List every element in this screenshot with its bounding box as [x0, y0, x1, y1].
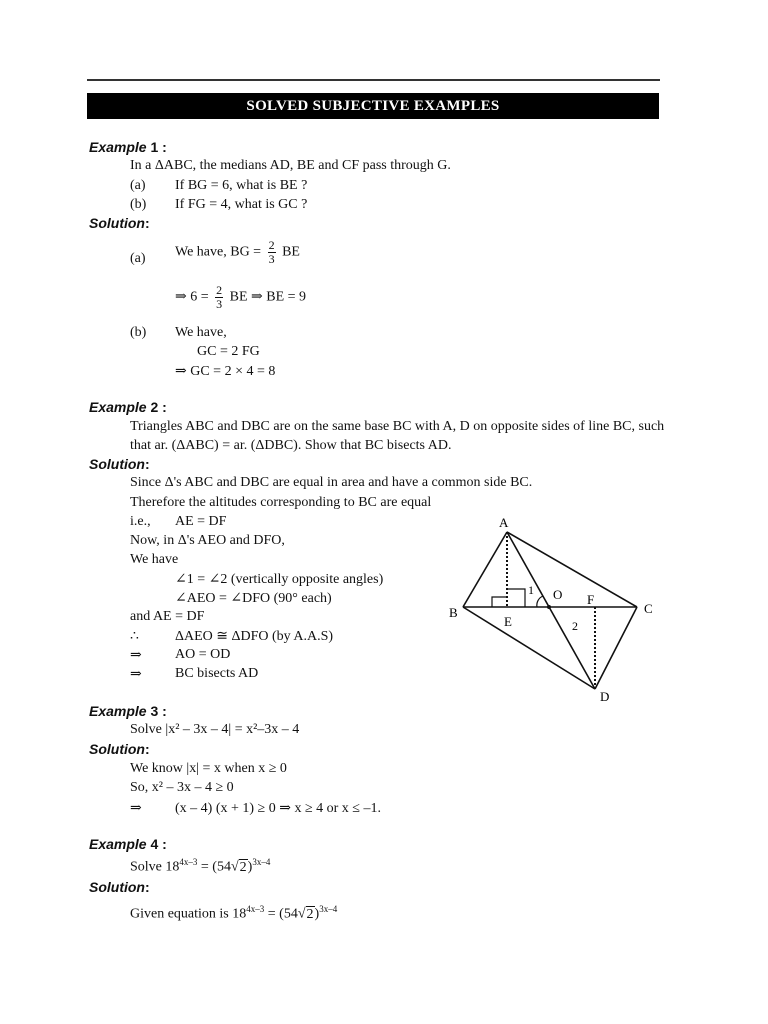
exponent: 3x–4: [252, 857, 271, 867]
example-colon: :: [162, 399, 167, 415]
solution-2-line-3: AE = DF: [175, 514, 227, 529]
equation-text: BE ⇒ BE = 9: [229, 289, 307, 305]
equation-text: ): [247, 859, 253, 875]
example-label: Example: [89, 836, 147, 852]
label-o: O: [553, 587, 563, 602]
label-e: E: [504, 614, 512, 629]
solution-b-line-3: ⇒ GC = 2 × 4 = 8: [175, 364, 276, 379]
exponent: 4x–3: [246, 904, 265, 914]
example-3-heading: [89, 703, 167, 719]
numerator: 2: [216, 283, 223, 297]
sqrt-sign: √: [297, 906, 306, 922]
solution-b-line-1: We have,: [175, 325, 227, 340]
example-2-heading: [89, 399, 167, 415]
fraction: [215, 284, 223, 311]
section-banner: SOLVED SUBJECTIVE EXAMPLES: [87, 93, 659, 119]
equation-text: ): [314, 906, 320, 922]
solution-3-line-3: (x – 4) (x + 1) ≥ 0 ⇒ x ≥ 4 or x ≤ –1.: [175, 801, 381, 816]
example-number: 3: [150, 703, 159, 719]
example-label: Example: [89, 703, 147, 719]
example-colon: :: [162, 703, 167, 719]
fraction: [268, 239, 276, 266]
exponent: 3x–4: [319, 904, 338, 914]
solution-colon: :: [145, 879, 150, 895]
implies-symbol: ⇒: [130, 667, 142, 682]
label-b: B: [449, 605, 458, 620]
example-colon: :: [162, 836, 167, 852]
solution-2-line-2: Therefore the altitudes corresponding to BC are equal: [130, 495, 432, 510]
radicand: 2: [306, 906, 314, 922]
therefore-symbol: ∴: [130, 629, 139, 644]
example-1-heading: [89, 139, 167, 155]
solution-2-line-9: ΔAEO ≅ ΔDFO (by A.A.S): [175, 629, 334, 644]
example-colon: :: [162, 139, 167, 155]
label-f: F: [587, 592, 595, 607]
example-number: 4: [150, 836, 159, 852]
example-4-heading: [89, 836, 167, 852]
segment-cd: [595, 607, 637, 689]
right-angle-mark: [507, 589, 525, 607]
top-rule: [87, 79, 660, 81]
solution-2-line-3-label: i.e.,: [130, 514, 151, 529]
implies-symbol: ⇒: [130, 648, 142, 663]
geometry-figure: [440, 512, 670, 707]
part-b-text: If FG = 4, what is GC ?: [175, 197, 308, 212]
part-b-label: (b): [130, 197, 147, 212]
equation-text: BE: [282, 244, 300, 260]
solution-2-line-1: Since Δ's ABC and DBC are equal in area and have a common side BC.: [130, 475, 533, 490]
label-d: D: [600, 689, 610, 704]
solution-2-line-6: ∠1 = ∠2 (vertically opposite angles): [175, 572, 384, 587]
right-angle-mark: [492, 597, 507, 607]
point-o: [547, 605, 551, 609]
solution-colon: :: [145, 741, 150, 757]
sqrt-sign: √: [230, 859, 239, 875]
equation-text: Given equation is 18: [130, 906, 247, 922]
solution-2-heading: [89, 456, 150, 472]
example-2-question-1: Triangles ABC and DBC are on the same base BC with A, D on opposite sides of line BC, such: [130, 419, 665, 434]
segment-ad: [507, 532, 595, 689]
solution-2-line-8: and AE = DF: [130, 609, 205, 624]
implies-symbol: ⇒: [130, 801, 142, 816]
example-label: Example: [89, 399, 147, 415]
denominator: 3: [216, 297, 223, 311]
example-1-question: In a ΔABC, the medians AD, BE and CF pass through G.: [130, 158, 451, 173]
label-a: A: [499, 515, 509, 530]
solution-4-line-1: [130, 904, 337, 923]
equation-text: We have, BG =: [175, 244, 262, 260]
label-c: C: [644, 601, 653, 616]
solution-2-line-4: Now, in Δ's AEO and DFO,: [130, 533, 285, 548]
example-number: 1: [150, 139, 159, 155]
solution-2-line-11: BC bisects AD: [175, 666, 259, 681]
solution-a-line-2: [175, 284, 306, 311]
solution-b-line-2: GC = 2 FG: [197, 344, 260, 359]
angle-1-arc: [537, 596, 543, 607]
solution-colon: :: [145, 456, 150, 472]
segment-ac: [507, 532, 637, 607]
solution-1-heading: [89, 215, 150, 231]
example-number: 2: [150, 399, 159, 415]
label-angle-2: 2: [572, 619, 578, 633]
example-4-question: [130, 857, 270, 876]
part-a-text: If BG = 6, what is BE ?: [175, 178, 308, 193]
exponent: 4x–3: [179, 857, 198, 867]
solution-2-line-5: We have: [130, 552, 179, 567]
solution-2-line-10: AO = OD: [175, 647, 231, 662]
solution-3-line-2: So, x² – 3x – 4 ≥ 0: [130, 780, 234, 795]
equation-text: = (54: [264, 906, 298, 922]
equation-text: = (54: [197, 859, 231, 875]
label-angle-1: 1: [528, 583, 534, 597]
solution-label: Solution: [89, 879, 145, 895]
example-3-question: Solve |x² – 3x – 4| = x²–3x – 4: [130, 722, 300, 737]
equation-text: Solve 18: [130, 859, 180, 875]
solution-3-heading: [89, 741, 150, 757]
solution-b-label: (b): [130, 325, 147, 340]
solution-colon: :: [145, 215, 150, 231]
solution-4-heading: [89, 879, 150, 895]
segment-ab: [463, 532, 507, 607]
solution-3-line-1: We know |x| = x when x ≥ 0: [130, 761, 287, 776]
solution-2-line-7: ∠AEO = ∠DFO (90° each): [175, 591, 332, 606]
solution-a-line: [175, 239, 300, 266]
radicand: 2: [239, 859, 247, 875]
denominator: 3: [268, 252, 275, 266]
part-a-label: (a): [130, 178, 146, 193]
equation-text: ⇒ 6 =: [175, 289, 209, 305]
example-2-question-2: that ar. (ΔABC) = ar. (ΔDBC). Show that BC bisects AD.: [130, 438, 452, 453]
numerator: 2: [268, 238, 275, 252]
solution-label: Solution: [89, 741, 145, 757]
solution-a-label: (a): [130, 251, 146, 266]
solution-label: Solution: [89, 456, 145, 472]
example-label: Example: [89, 139, 147, 155]
solution-label: Solution: [89, 215, 145, 231]
